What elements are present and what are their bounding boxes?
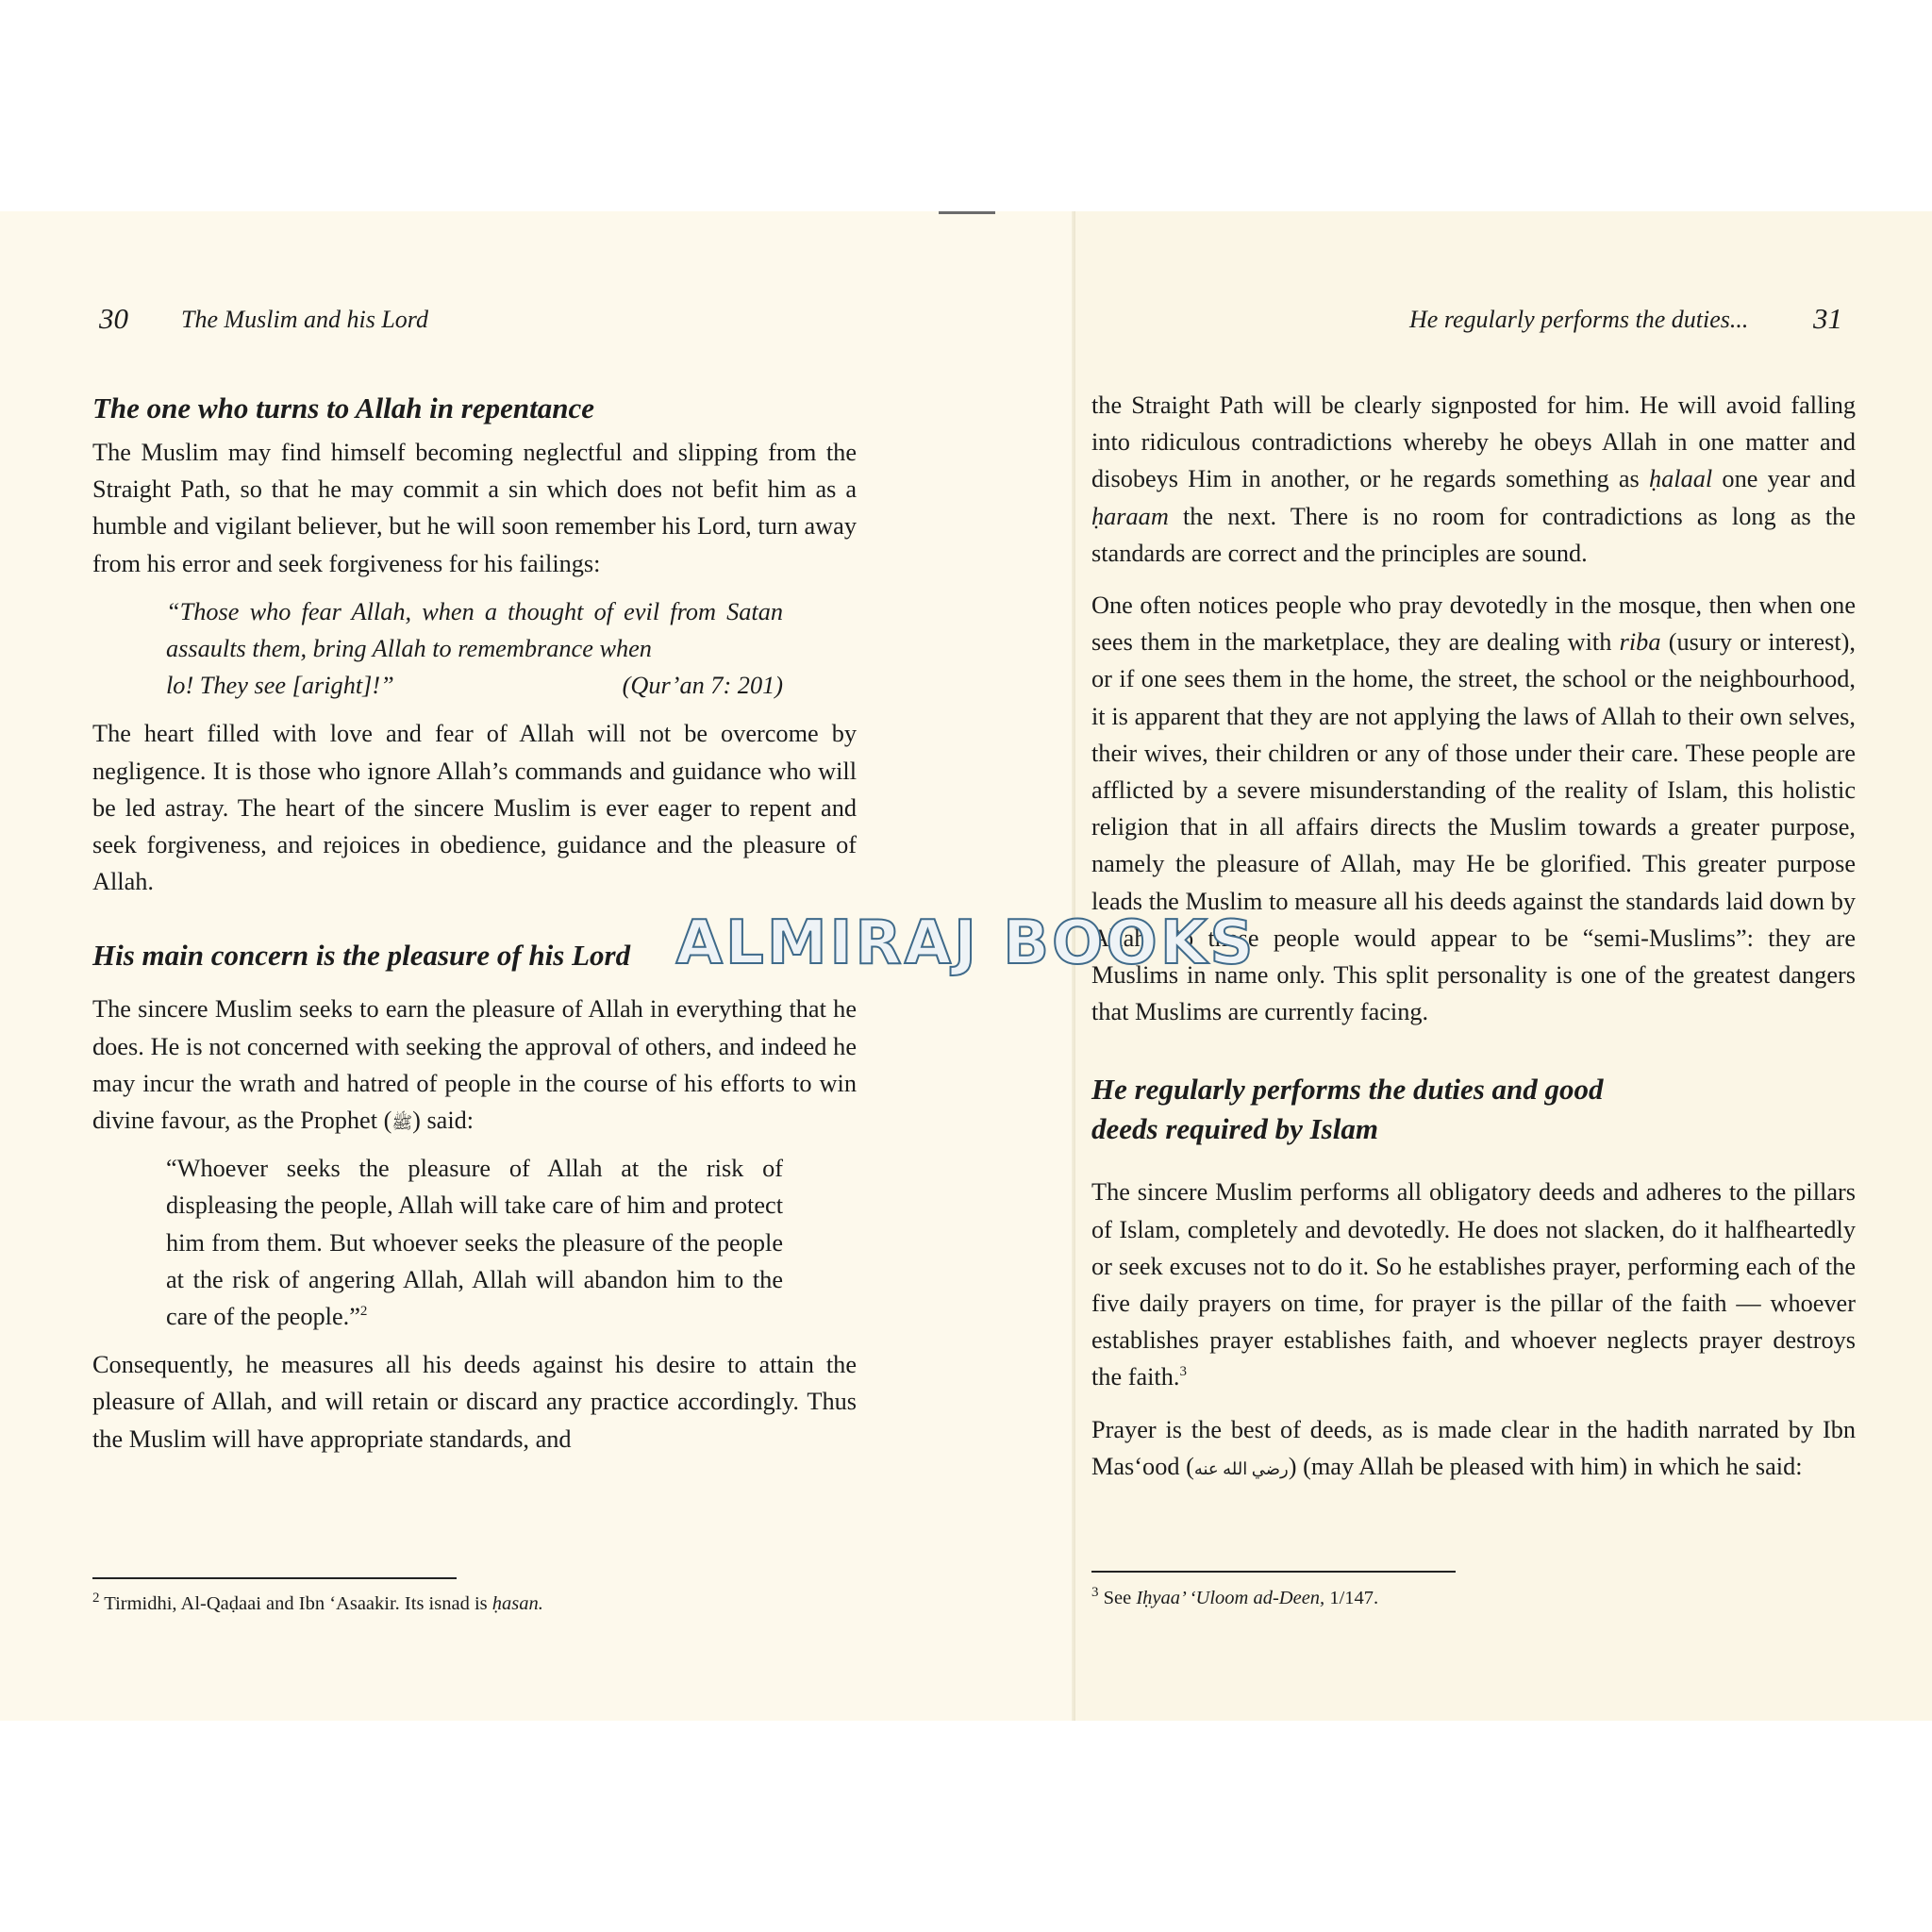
footnote-italic: ḥasan.	[491, 1593, 543, 1614]
left-page	[0, 211, 1075, 1721]
footnote-rule	[92, 1577, 457, 1579]
footnote-text-end: 1/147.	[1324, 1588, 1379, 1608]
section-heading-duties: He regularly performs the duties and good deeds required by Islam	[1091, 1073, 1604, 1146]
quote-text: “Whoever seeks the pleasure of Allah at the risk of displeasing the people, Allah will take care of him and protect him from them. But whoever seeks the pleasure of the people at the risk of angering Allah, Allah will abandon him to the care of the people.”	[166, 1155, 783, 1331]
salawat-symbol: ﷺ	[391, 1113, 413, 1133]
paragraph	[1091, 1174, 1856, 1395]
watermark: ALMIRAJ BOOKS	[675, 908, 1257, 978]
page-number: 31	[1813, 302, 1842, 335]
footnote-italic: Iḥyaa’ ‘Uloom ad-Deen,	[1136, 1588, 1325, 1608]
footnote-number: 3	[1091, 1585, 1099, 1601]
running-head: The Muslim and his Lord	[181, 306, 428, 333]
paragraph-text: Prayer is the best of deeds, as is made clear in the hadith narrated by Ibn Mas‘ood (	[1091, 1415, 1856, 1480]
paragraph-text: one year and	[1712, 465, 1856, 493]
paragraph-text: the next. There is no room for contradictions as long as the standards are correct and the principles are sound.	[1091, 502, 1856, 567]
paragraph: The heart filled with love and fear of Allah will not be overcome by negligence. It is those who ignore Allah’s commands and guidance who will be led astray. The heart of the sincere Muslim is ever eager to repent and seek forgiveness, and rejoices in obedience, guidance and the pleasure of Allah.	[92, 720, 857, 896]
paragraph-text: (usury or interest), or if one sees them in the home, the street, the school or the neighbourhood, it is apparent that they are not applying the laws of Allah to their own selves, their wives, their children or any of those under their care. These people are afflicted by a severe misunderstanding of the reality of Islam, this holistic religion that in all affairs directs the Muslim towards a greater purpose, namely the pleasure of Allah, may He be glorified. This greater purpose leads the Muslim to measure all his deeds against the standards laid down by Allah. So these people would appear to be “semi-Muslims”: they are Muslims in name only. This split personality is one of the greatest dangers that Muslims are currently facing.	[1091, 628, 1856, 1026]
paragraph	[1091, 387, 1856, 572]
footnote-marker: 3	[1179, 1364, 1187, 1380]
paragraph: The Muslim may find himself becoming neglectful and slipping from the Straight Path, so that he may commit a sin which does not befit him as a humble and vigilant believer, but he will soon remember his Lord, turn away from his error and seek forgiveness for his failings:	[92, 439, 857, 577]
footnote-rule	[1091, 1571, 1456, 1573]
paragraph-text: the Straight Path will be clearly signposted for him. He will avoid falling into ridiculous contradictions whereby he obeys Allah in one matter and disobeys Him in another, or he regards something as	[1091, 391, 1856, 493]
paragraph-text-end: ) said:	[412, 1107, 475, 1135]
running-head: He regularly performs the duties...	[1409, 306, 1749, 333]
paragraph-text: The sincere Muslim performs all obligatory deeds and adheres to the pillars of Islam, completely and devotedly. He does not slacken, do it halfheartedly or seek excuses not to do it. So he establishes prayer, performing each of the five daily prayers on time, for prayer is the pillar of the faith — whoever establishes prayer establishes faith, and whoever neglects prayer destroys the faith.	[1091, 1178, 1856, 1391]
footnote	[1091, 1585, 1378, 1611]
footnote-text: Tirmidhi, Al-Qaḍaai and Ibn ‘Asaakir. Its isnad is	[104, 1593, 492, 1614]
term-haraam: ḥaraam	[1091, 502, 1169, 530]
paragraph-text: One often notices people who pray devotedly in the mosque, then when one sees them in the marketplace, they are dealing with	[1091, 591, 1856, 657]
right-page	[1075, 211, 1932, 1721]
binding-mark	[939, 211, 995, 214]
page-number: 30	[99, 302, 128, 335]
footnote	[92, 1591, 543, 1617]
footnote-number: 2	[92, 1591, 100, 1607]
right-text-column	[1091, 387, 1856, 1485]
paragraph-text: The sincere Muslim seeks to earn the pleasure of Allah in everything that he does. He is not concerned with seeking the approval of others, and indeed he may incur the wrath and hatred of people in the course of his efforts to win divine favour, as the Prophet (	[92, 995, 857, 1135]
section-heading-pleasure: His main concern is the pleasure of his Lord	[92, 939, 631, 973]
quote-text: “Those who fear Allah, when a thought of evil from Satan assaults them, bring Allah to remembrance when	[166, 597, 783, 663]
radiallahu-symbol: رضي الله عنه	[1193, 1458, 1289, 1478]
hadith-quote	[166, 1150, 783, 1335]
quote-text-end: lo! They see [aright]!”	[166, 672, 394, 700]
paragraph	[1091, 1411, 1856, 1485]
footnote-marker: 2	[359, 1304, 368, 1320]
section-heading-repentance: The one who turns to Allah in repentance	[92, 391, 594, 425]
paragraph	[1091, 587, 1856, 1030]
paragraph: Consequently, he measures all his deeds against his desire to attain the pleasure of Allah, and will retain or discard any practice accordingly. Thus the Muslim will have appropriate standards, and	[92, 1351, 857, 1453]
left-text-column	[92, 389, 857, 1457]
term-halaal: ḥalaal	[1649, 465, 1713, 493]
quote-reference: (Qur’an 7: 201)	[622, 672, 783, 700]
book-spread	[0, 211, 1932, 1721]
term-riba: riba	[1619, 628, 1661, 657]
footnote-text: See	[1103, 1588, 1137, 1608]
paragraph	[92, 991, 857, 1139]
paragraph-text: ) (may Allah be pleased with him) in which he said:	[1288, 1452, 1803, 1480]
quran-quote	[166, 593, 783, 705]
